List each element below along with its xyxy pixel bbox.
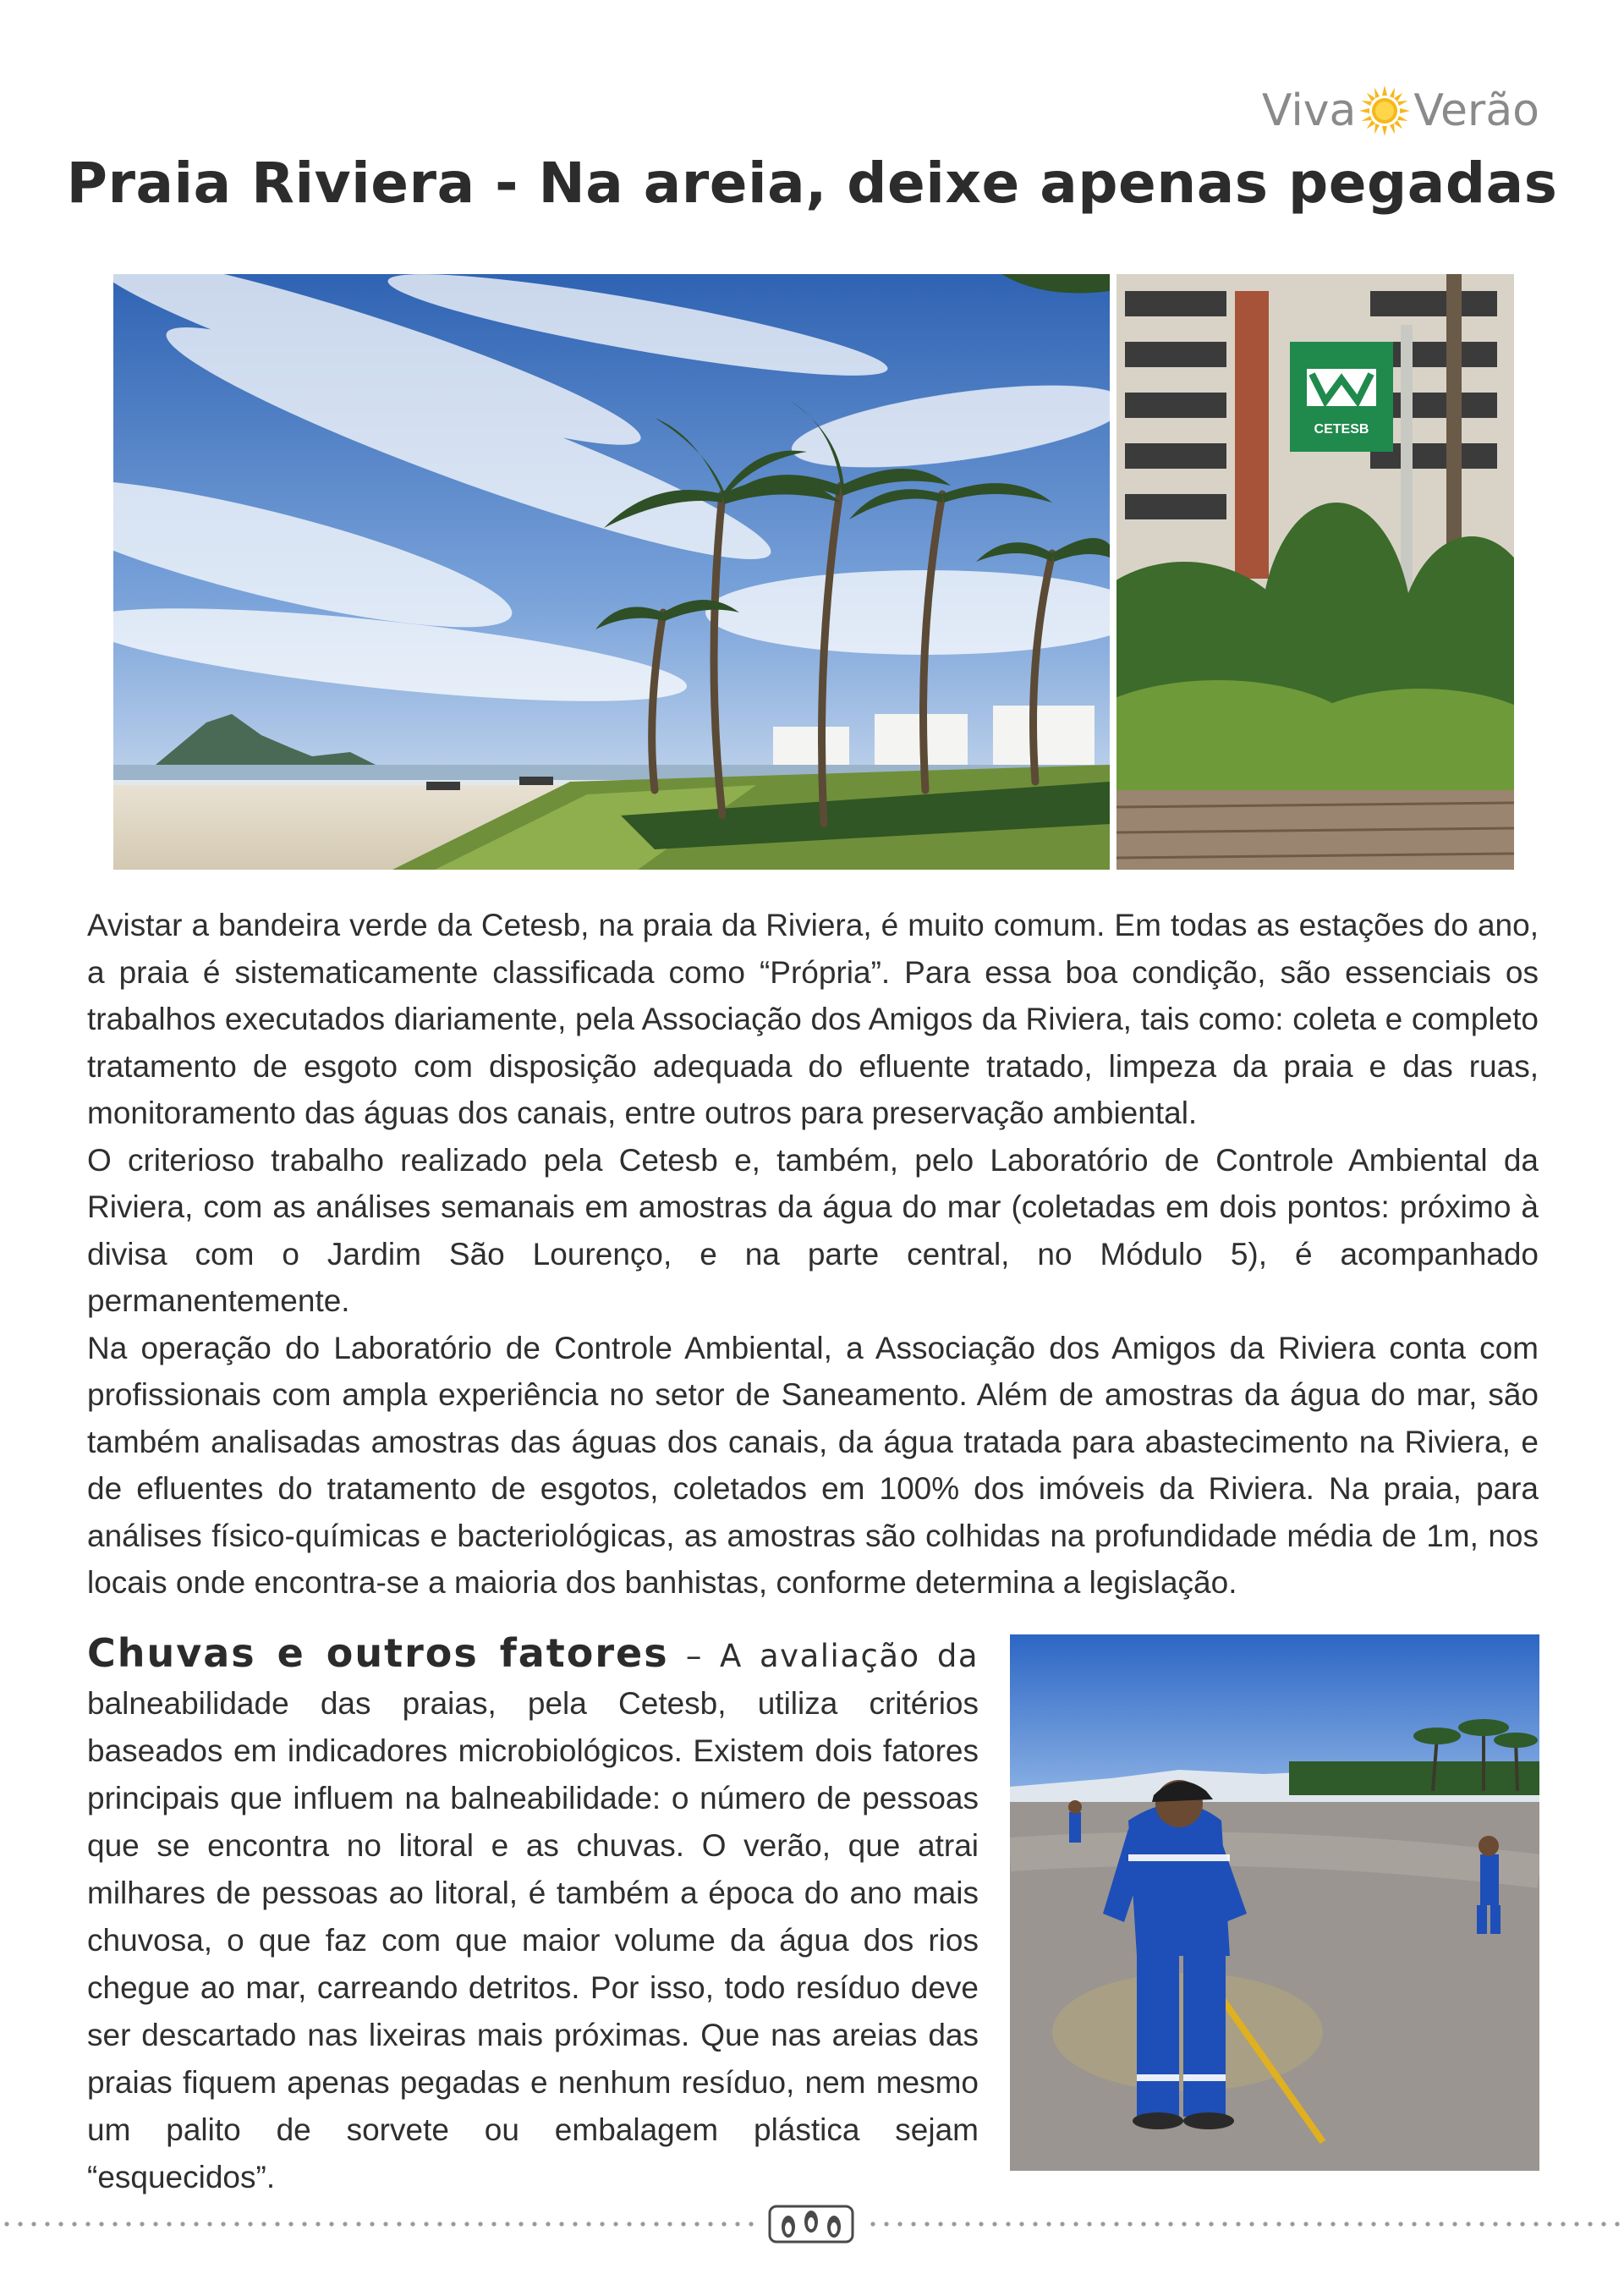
beach-cleaning-worker-photo xyxy=(1010,1634,1539,2171)
paragraph-1: Avistar a bandeira verde da Cetesb, na praia da Riviera, é muito comum. Em todas as estações do ano, a praia é sistematicamente classificada como “Própria”. Para essa boa condição, são essenciais os trabalhos executados diariamente, pela Associação dos Amigos da Riviera, tais como: coleta e completo tratamento de esgoto com disposição adequada do efluente tratado, limpeza da praia e das ruas, monitoramento das águas dos canais, entre outros para preservação ambiental. xyxy=(87,908,1539,1130)
section-lead: – A avaliação da xyxy=(668,1638,979,1674)
brand-word-verao: Verão xyxy=(1413,85,1539,136)
paragraph-2: O criterioso trabalho realizado pela Cetesb e, também, pelo Laboratório de Controle Ambiental da Riviera, com as análises semanais em amostras da água do mar (coletadas em dois pontos: próximo à divisa com o Jardim São Lourenço, e na parte central, no Módulo 5), é acompanhado permanentemente. xyxy=(87,1142,1539,1318)
page-title: Praia Riviera - Na areia, deixe apenas pegadas xyxy=(66,151,1558,216)
brand-word-viva: Viva xyxy=(1261,85,1357,136)
beach-palm-trees-photo xyxy=(113,274,1110,870)
footprints-ornament-icon xyxy=(766,2203,856,2245)
section-heading: Chuvas e outros fatores xyxy=(87,1630,669,1676)
paragraph-3: Na operação do Laboratório de Controle Ambiental, a Associação dos Amigos da Riviera conta com profissionais com ampla experiência no setor de Saneamento. Além de amostras da água do mar, são também analisadas amostras das águas dos canais, da água tratada para abastecimento na Riviera, e de efluentes do tratamento de esgotos, coletados em 100% dos imóveis da Riviera. Na praia, para análises físico-químicas e bacteriológicas, as amostras são colhidas na profundidade média de 1m, nos locais onde encontra-se a maioria dos banhistas, conforme determina a legislação. xyxy=(87,1330,1539,1600)
brand-logo xyxy=(1262,81,1539,140)
footer-dotted-line-left xyxy=(0,2222,756,2227)
footer-dotted-line-right xyxy=(866,2222,1624,2227)
article-body xyxy=(87,902,1539,1607)
rain-section xyxy=(87,1629,979,2201)
page-footer xyxy=(0,2203,1624,2245)
cetesb-flag-photo xyxy=(1116,274,1514,870)
flag-text: CETESB xyxy=(1314,422,1369,437)
section-body: balneabilidade das praias, pela Cetesb, utiliza critérios baseados em indicadores microbiológicos. Existem dois fatores principais que influem na balneabilidade: o número de pessoas que se encontra no litoral e as chuvas. O verão, que atrai milhares de pessoas ao litoral, é também a época do ano mais chuvosa, o que faz com que maior volume da água dos rios chegue ao mar, carreando detritos. Por isso, todo resíduo deve ser descartado nas lixeiras mais próximas. Que nas areias das praias fiquem apenas pegadas e nenhum resíduo, nem mesmo um palito de sorvete ou embalagem plástica sejam “esquecidos”. xyxy=(87,1686,979,2194)
sun-icon xyxy=(1358,84,1412,138)
